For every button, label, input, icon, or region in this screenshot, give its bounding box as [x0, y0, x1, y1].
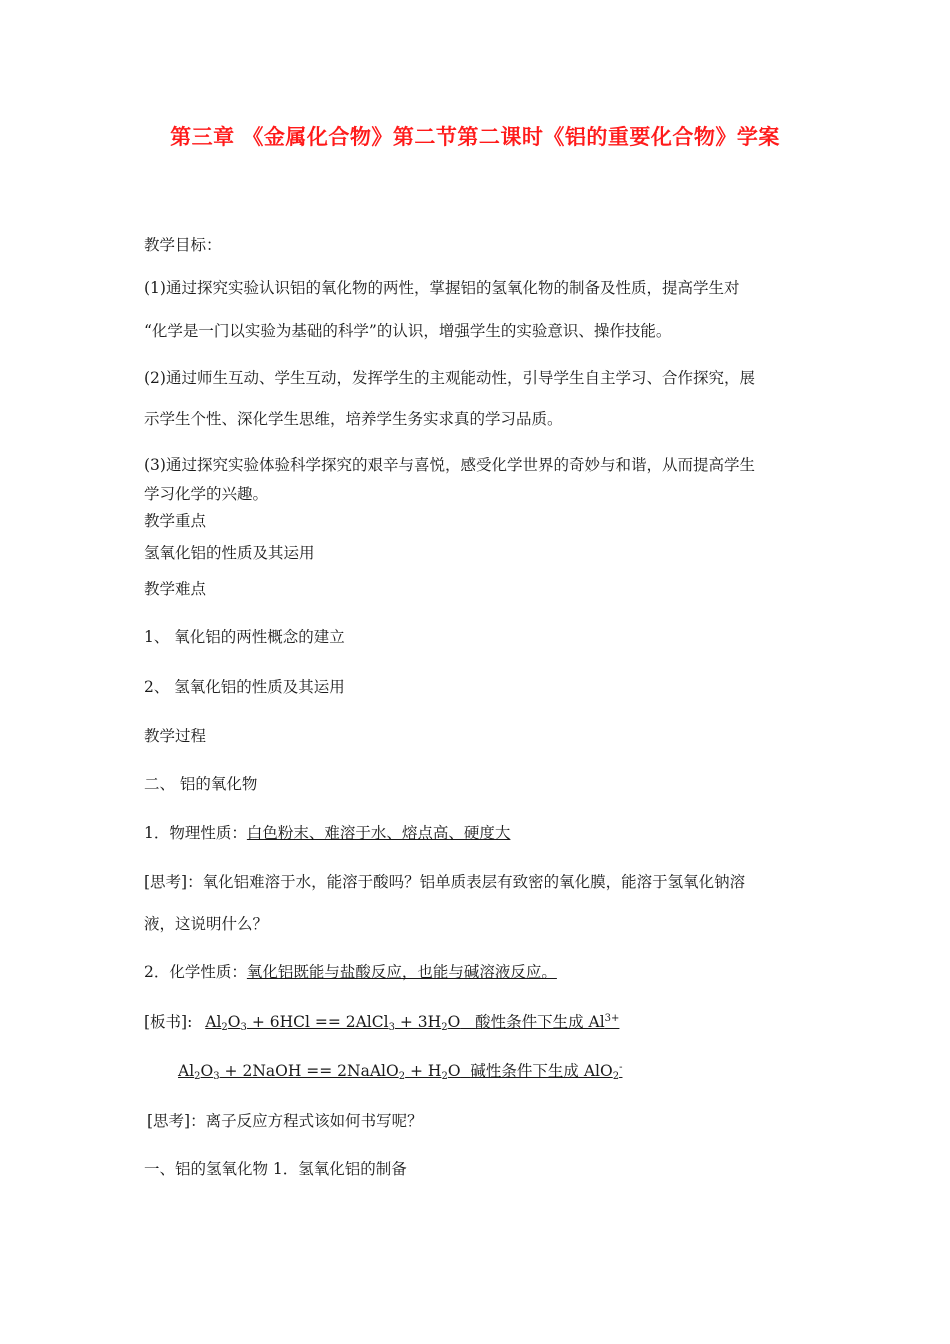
chemical-properties-value: 氧化铝既能与盐酸反应，也能与碱溶液反应。 [246, 963, 557, 981]
physical-properties [144, 821, 510, 843]
chemical-properties-label: 2．化学性质： [144, 963, 247, 981]
think-question-1-line-1: [思考]：氧化铝难溶于水，能溶于酸吗？铝单质表层有致密的氧化膜，能溶于氢氧化钠溶 [144, 873, 746, 891]
process-heading: 教学过程 [144, 727, 207, 745]
equation-acid: $Al_2O_3 + 6HCl$ == 2AlCl$_3$ + $3H_2O$ 酸性条件下生成 $Al^{3+}$ [205, 1013, 620, 1033]
objective-3-line-2: 学习化学的兴趣。 [144, 485, 269, 503]
think-question-2: [思考]：离子反应方程式该如何书写呢？ [147, 1112, 423, 1130]
objective-1-line-1: (1)通过探究实验认识铝的氧化物的两性，掌握铝的氢氧化物的制备及性质，提高学生对 [144, 279, 740, 297]
section-heading-oxide: 二、 铝的氧化物 [144, 775, 258, 793]
objectives-heading: 教学目标： [144, 236, 222, 254]
objective-2-line-1: (2)通过师生互动、学生互动，发挥学生的主观能动性，引导学生自主学习、合作探究，展 [144, 369, 755, 387]
chemical-properties [144, 960, 557, 982]
board-equation-base [144, 1059, 622, 1081]
key-point-heading: 教学重点 [144, 512, 207, 530]
key-point-text: 氢氧化铝的性质及其运用 [144, 544, 315, 562]
equation-base: $Al_2O_3$ + 2NaOH == 2NaAlO$_2$ + $H_2O$ 碱性条件下生成 AlO$_2$- [178, 1062, 623, 1082]
section-heading-hydroxide: 一、铝的氢氧化物 1．氢氧化铝的制备 [144, 1160, 407, 1178]
physical-properties-label: 1．物理性质： [144, 824, 247, 842]
difficulty-heading: 教学难点 [144, 580, 207, 598]
difficulty-item-1: 1、 氧化铝的两性概念的建立 [144, 628, 345, 646]
objective-2-line-2: 示学生个性、深化学生思维，培养学生务实求真的学习品质。 [144, 410, 563, 428]
objective-3-line-1: (3)通过探究实验体验科学探究的艰辛与喜悦，感受化学世界的奇妙与和谐，从而提高学生 [144, 456, 755, 474]
difficulty-item-2: 2、 氢氧化铝的性质及其运用 [144, 678, 345, 696]
page-title: 第三章 《金属化合物》第二节第二课时《铝的重要化合物》学案 [170, 125, 780, 149]
board-equation-acid [144, 1010, 619, 1032]
physical-properties-value: 白色粉末、难溶于水、熔点高、硬度大 [246, 824, 511, 842]
objective-1-line-2: “化学是一门以实验为基础的科学”的认识，增强学生的实验意识、操作技能。 [144, 322, 672, 340]
board-label: [板书]: [144, 1013, 193, 1031]
think-question-1-line-2: 液，这说明什么？ [144, 915, 269, 933]
